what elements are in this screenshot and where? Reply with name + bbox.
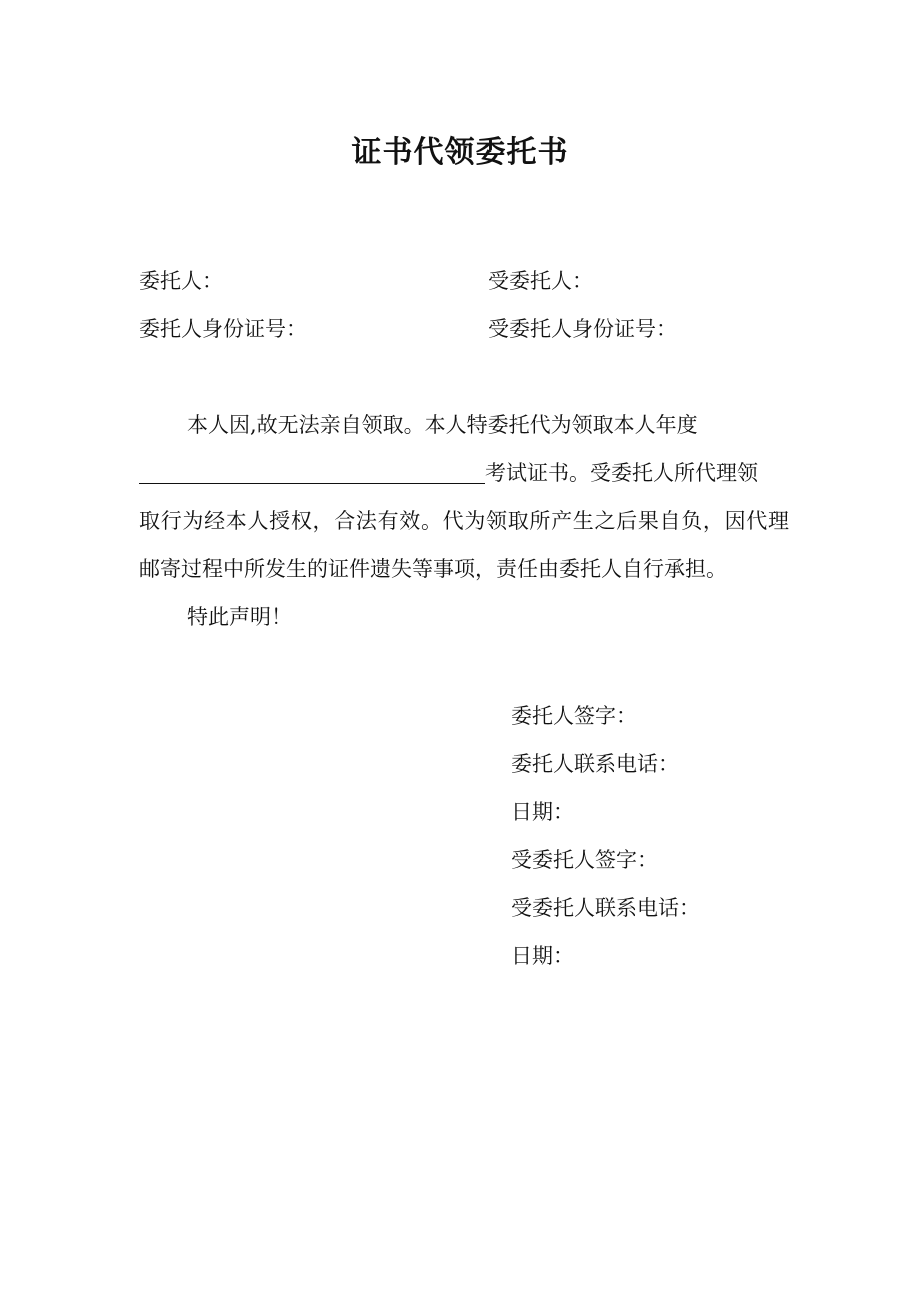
body-line-1-text: 本人因,故无法亲自领取。本人特委托代为领取本人年度 [187, 413, 698, 437]
agent-date-label: 日期： [511, 944, 574, 968]
body-rest-text: 取行为经本人授权，合法有效。代为领取所产生之后果自负，因代理邮寄过程中所发生的证件遗失等事项，责任由委托人自行承担。 [139, 509, 789, 581]
body-line-1 [139, 401, 789, 449]
body-line-2-text: 考试证书。受委托人所代理领 [485, 461, 758, 485]
body-paragraph [139, 401, 789, 641]
principal-label: 委托人： [139, 269, 223, 293]
fill-in-blank [139, 459, 485, 484]
agent-id-label: 受委托人身份证号： [488, 317, 677, 341]
declaration-text: 特此声明！ [187, 605, 292, 629]
principal-signature-label: 委托人签字： [511, 704, 637, 728]
body-line-2 [139, 449, 789, 497]
agent-signature-label: 受委托人签字： [511, 848, 658, 872]
agent-label: 受委托人： [488, 269, 593, 293]
principal-date-label: 日期： [511, 800, 574, 824]
agent-phone-label: 受委托人联系电话： [511, 896, 700, 920]
document-title: 证书代领委托书 [351, 135, 569, 170]
declaration [139, 593, 789, 641]
principal-phone-label: 委托人联系电话： [511, 752, 679, 776]
principal-id-label: 委托人身份证号： [139, 317, 307, 341]
